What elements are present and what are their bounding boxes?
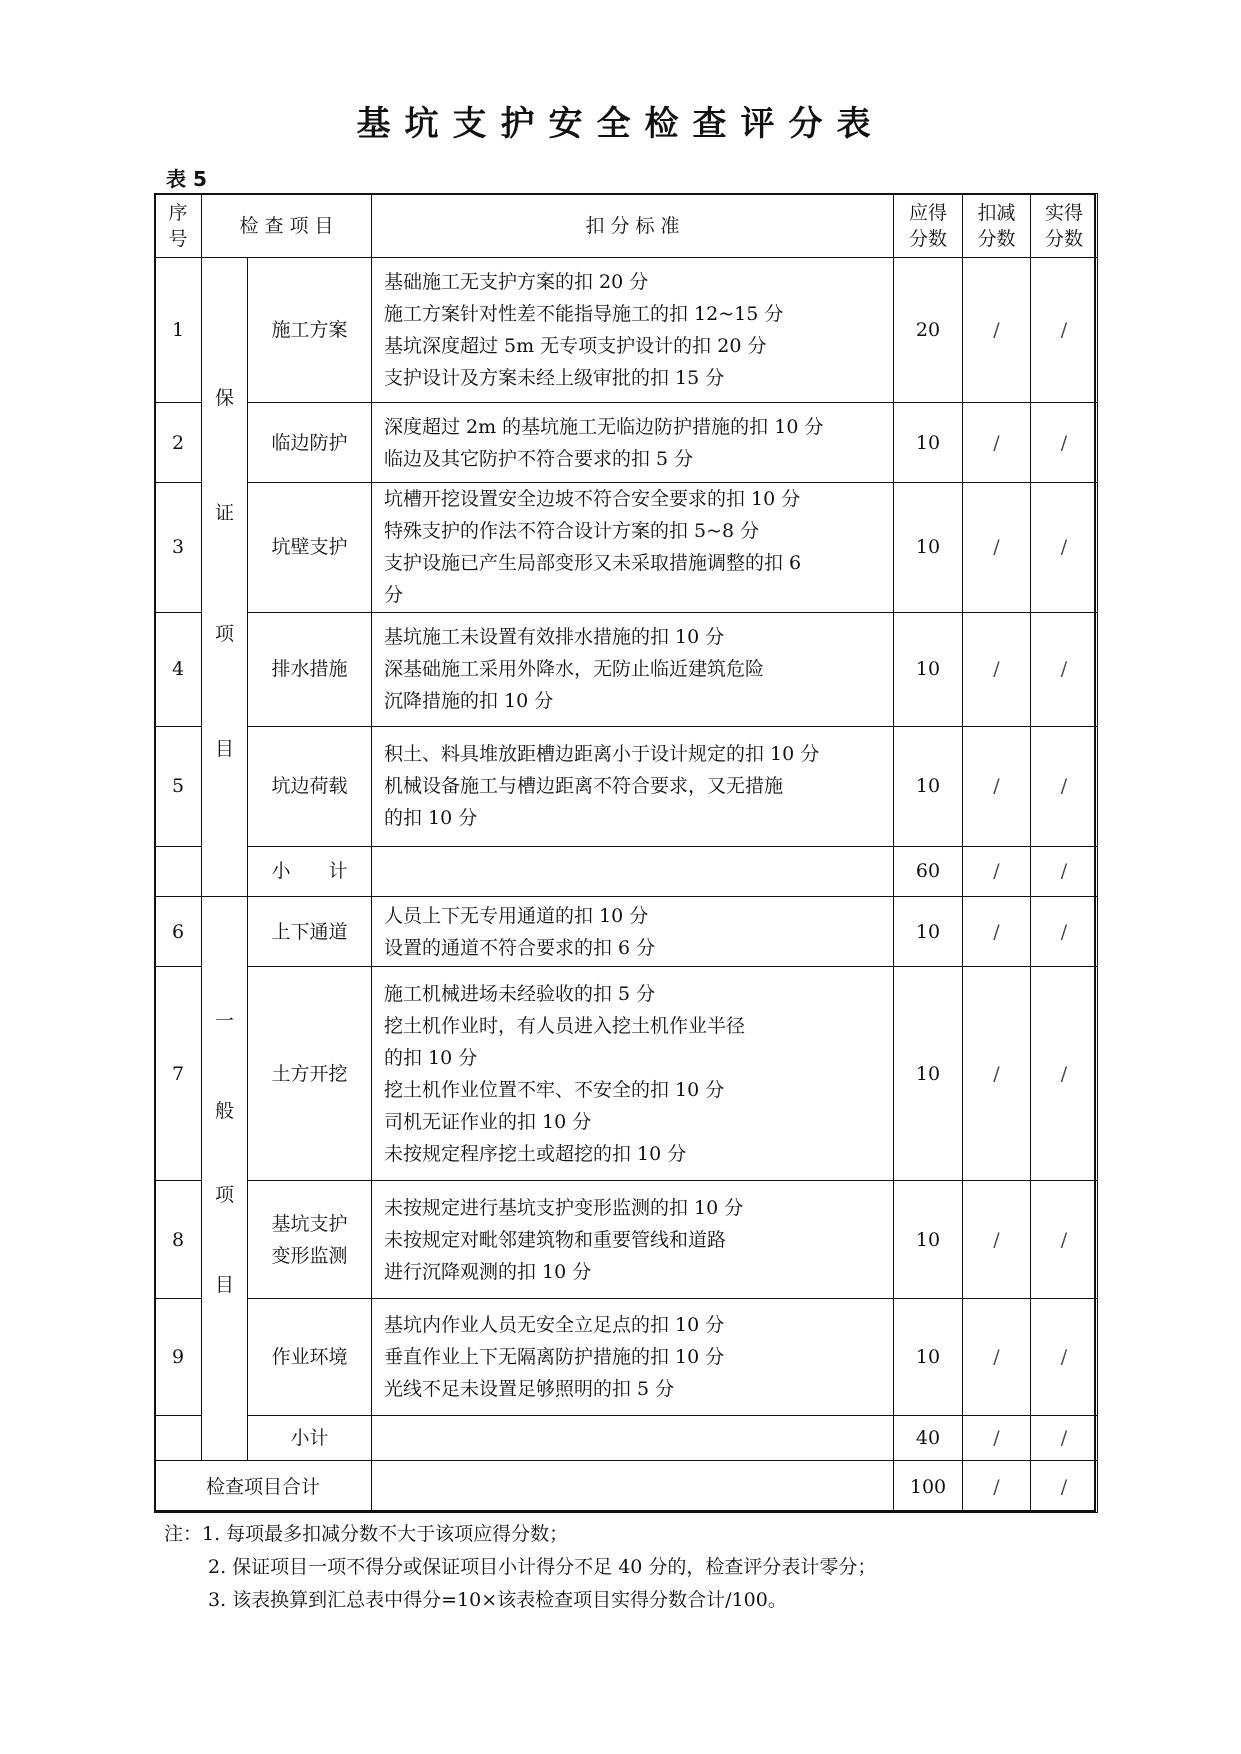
- header-actual: 实得分数: [1031, 194, 1098, 258]
- standard-line: 挖土机作业时，有人员进入挖土机作业半径: [384, 1014, 746, 1037]
- row-standard: [372, 846, 894, 896]
- notes: [164, 1518, 876, 1617]
- total-row: [155, 1461, 1098, 1513]
- standard-line: 的扣 10 分: [384, 807, 478, 830]
- standard-line: 基坑施工未设置有效排水措施的扣 10 分: [384, 626, 725, 649]
- score-table: [154, 193, 1098, 1513]
- row-item: 坑壁支护: [248, 483, 372, 612]
- row-seq: [155, 846, 202, 896]
- row-due: 10: [894, 726, 963, 846]
- row-seq: 9: [155, 1298, 202, 1415]
- row-seq: 3: [155, 483, 202, 612]
- standard-line: 沉降措施的扣 10 分: [384, 690, 554, 713]
- group-char: 一: [214, 1010, 234, 1032]
- total-standard: [372, 1461, 894, 1513]
- group-char: 项: [214, 1184, 234, 1206]
- table-row: [155, 483, 1098, 612]
- standard-line: 光线不足未设置足够照明的扣 5 分: [384, 1377, 675, 1400]
- row-standard: [372, 483, 894, 612]
- row-standard: [372, 726, 894, 846]
- standard-line: 司机无证作业的扣 10 分: [384, 1110, 592, 1133]
- row-seq: 2: [155, 403, 202, 483]
- row-deduct: /: [963, 846, 1031, 896]
- row-seq: 8: [155, 1181, 202, 1298]
- group-char: 目: [214, 1274, 234, 1296]
- group-char: 目: [214, 738, 234, 760]
- row-standard: [372, 612, 894, 726]
- standard-line: 积土、料具堆放距槽边距离小于设计规定的扣 10 分: [384, 743, 820, 766]
- row-due: 10: [894, 1298, 963, 1415]
- row-standard: [372, 258, 894, 403]
- standard-line: 未按规定进行基坑支护变形监测的扣 10 分: [384, 1196, 744, 1219]
- row-due: 10: [894, 897, 963, 967]
- row-item: 排水措施: [248, 612, 372, 726]
- note-3: 3. 该表换算到汇总表中得分=10×该表检查项目实得分数合计/100。: [208, 1589, 787, 1611]
- group-general: [202, 897, 248, 1461]
- row-deduct: /: [963, 1298, 1031, 1415]
- row-item: 小 计: [248, 846, 372, 896]
- standard-line: 深基础施工采用外降水，无防止临近建筑危险: [384, 658, 765, 681]
- standard-line: 临边及其它防护不符合要求的扣 5 分: [384, 447, 694, 470]
- row-standard: [372, 403, 894, 483]
- row-due: 10: [894, 403, 963, 483]
- table-row: [155, 1181, 1098, 1298]
- group-char: 项: [214, 623, 234, 645]
- row-item: 坑边荷载: [248, 726, 372, 846]
- row-item: 基坑支护变形监测: [248, 1181, 372, 1298]
- total-label: 检查项目合计: [155, 1461, 372, 1513]
- row-seq: 6: [155, 897, 202, 967]
- row-due: 60: [894, 846, 963, 896]
- header-seq: 序号: [155, 194, 202, 258]
- standard-line: 人员上下无专用通道的扣 10 分: [384, 904, 649, 927]
- row-seq: [155, 1415, 202, 1460]
- standard-line: 特殊支护的作法不符合设计方案的扣 5~8 分: [384, 520, 760, 543]
- row-item: 小计: [248, 1415, 372, 1460]
- table-row: [155, 612, 1098, 726]
- standard-line: 未按规定程序挖土或超挖的扣 10 分: [384, 1142, 687, 1165]
- table-row: [155, 1298, 1098, 1415]
- standard-line: 施工机械进场未经验收的扣 5 分: [384, 982, 656, 1005]
- row-deduct: /: [963, 483, 1031, 612]
- group-guarantee: [202, 258, 248, 897]
- table-row: [155, 258, 1098, 403]
- table-row: [155, 726, 1098, 846]
- row-deduct: /: [963, 897, 1031, 967]
- group-label: [202, 897, 247, 1460]
- header-due: 应得分数: [894, 194, 963, 258]
- row-actual: /: [1031, 612, 1098, 726]
- table-tag: 表 5: [166, 167, 207, 191]
- row-actual: /: [1031, 1298, 1098, 1415]
- row-actual: /: [1031, 403, 1098, 483]
- row-actual: /: [1031, 726, 1098, 846]
- header-item: 检 查 项 目: [202, 194, 372, 258]
- table-row: [155, 403, 1098, 483]
- row-item: 施工方案: [248, 258, 372, 403]
- table-row: [155, 897, 1098, 967]
- row-actual: /: [1031, 897, 1098, 967]
- row-actual: /: [1031, 258, 1098, 403]
- group-label: [202, 258, 247, 896]
- standard-line: 坑槽开挖设置安全边坡不符合安全要求的扣 10 分: [384, 488, 801, 511]
- row-seq: 5: [155, 726, 202, 846]
- row-standard: [372, 897, 894, 967]
- row-deduct: /: [963, 1415, 1031, 1460]
- header-standard: 扣 分 标 准: [372, 194, 894, 258]
- row-deduct: /: [963, 403, 1031, 483]
- standard-line: 的扣 10 分: [384, 1046, 478, 1069]
- row-due: 20: [894, 258, 963, 403]
- row-standard: [372, 1415, 894, 1460]
- standard-line: 垂直作业上下无隔离防护措施的扣 10 分: [384, 1345, 725, 1368]
- row-actual: /: [1031, 1415, 1098, 1460]
- table-row: [155, 846, 1098, 896]
- standard-line: 深度超过 2m 的基坑施工无临边防护措施的扣 10 分: [384, 415, 824, 438]
- standard-line: 机械设备施工与槽边距离不符合要求，又无措施: [384, 775, 784, 798]
- standard-line: 施工方案针对性差不能指导施工的扣 12~15 分: [384, 303, 784, 326]
- note-2: 2. 保证项目一项不得分或保证项目小计得分不足 40 分的，检查评分表计零分；: [208, 1556, 877, 1578]
- row-seq: 4: [155, 612, 202, 726]
- row-standard: [372, 1298, 894, 1415]
- total-due: 100: [894, 1461, 963, 1513]
- header-deduct: 扣减分数: [963, 194, 1031, 258]
- row-seq: 1: [155, 258, 202, 403]
- row-due: 40: [894, 1415, 963, 1460]
- row-actual: /: [1031, 967, 1098, 1181]
- standard-line: 基坑内作业人员无安全立足点的扣 10 分: [384, 1313, 725, 1336]
- group-char: 般: [214, 1100, 234, 1122]
- row-due: 10: [894, 1181, 963, 1298]
- row-item: 临边防护: [248, 403, 372, 483]
- row-item: 土方开挖: [248, 967, 372, 1181]
- row-item: 上下通道: [248, 897, 372, 967]
- group-char: 证: [214, 502, 234, 524]
- row-deduct: /: [963, 967, 1031, 1181]
- standard-line: 支护设计及方案未经上级审批的扣 15 分: [384, 367, 725, 390]
- row-deduct: /: [963, 258, 1031, 403]
- row-deduct: /: [963, 1181, 1031, 1298]
- standard-line: 设置的通道不符合要求的扣 6 分: [384, 936, 656, 959]
- page-title: 基坑支护安全检查评分表: [356, 104, 885, 144]
- row-standard: [372, 1181, 894, 1298]
- group-char: 保: [214, 387, 234, 409]
- row-actual: /: [1031, 1181, 1098, 1298]
- row-deduct: /: [963, 726, 1031, 846]
- row-actual: /: [1031, 846, 1098, 896]
- row-seq: 7: [155, 967, 202, 1181]
- total-deduct: /: [963, 1461, 1031, 1513]
- row-due: 10: [894, 612, 963, 726]
- total-actual: /: [1031, 1461, 1098, 1513]
- standard-line: 进行沉降观测的扣 10 分: [384, 1260, 592, 1283]
- standard-line: 未按规定对毗邻建筑物和重要管线和道路: [384, 1228, 727, 1251]
- row-due: 10: [894, 967, 963, 1181]
- row-standard: [372, 967, 894, 1181]
- note-1: 注：1. 每项最多扣减分数不大于该项应得分数；: [164, 1523, 569, 1545]
- standard-line: 挖土机作业位置不牢、不安全的扣 10 分: [384, 1078, 725, 1101]
- standard-line: 支护设施已产生局部变形又未采取措施调整的扣 6: [384, 552, 802, 575]
- row-actual: /: [1031, 483, 1098, 612]
- table-row: [155, 1415, 1098, 1460]
- standard-line: 分: [384, 584, 404, 607]
- row-due: 10: [894, 483, 963, 612]
- row-item: 作业环境: [248, 1298, 372, 1415]
- standard-line: 基础施工无支护方案的扣 20 分: [384, 271, 649, 294]
- row-deduct: /: [963, 612, 1031, 726]
- standard-line: 基坑深度超过 5m 无专项支护设计的扣 20 分: [384, 335, 767, 358]
- table-header-row: [155, 194, 1098, 258]
- table-row: [155, 967, 1098, 1181]
